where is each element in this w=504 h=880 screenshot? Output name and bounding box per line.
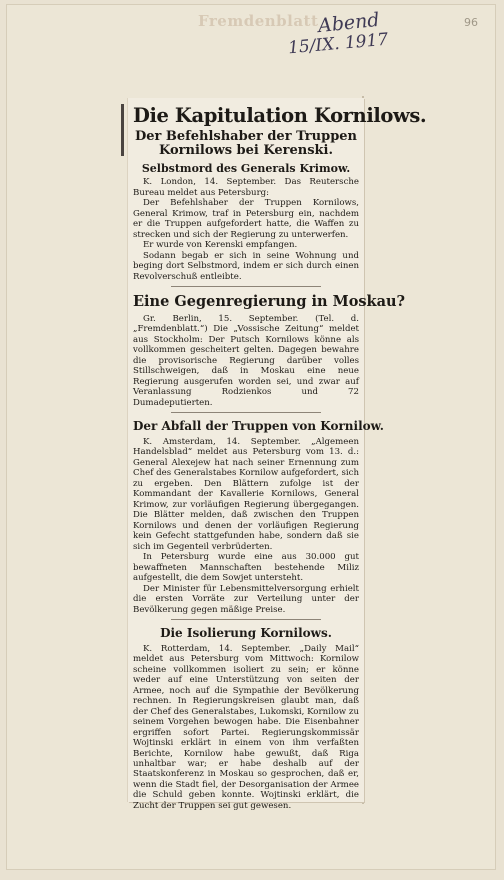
headline: Die Kapitulation Kornilows. [133,104,427,127]
section1-paragraph: Er wurde von Kerenski empfangen. [143,240,298,251]
section3-paragraph: K. Amsterdam, 14. September. „Algemeen Handelsblad“ meldet aus Petersburg vom 13. d.: General Alexejew hat nach seiner Ernennung zum Chef des Generalstabes Kornilow aufgefordert, sich zu ergeben. Den Blättern zufolge ist der Kommandant der Kavallerie Kornilows, General Krimow, zur vorläufigen Regierung übergegangen. Die Blätter melden, daß zwischen den Truppen Kornilows und denen der vorläufigen Regierung kein Gefecht stattgefunden habe, sondern daß sie sich im Gegenteil verbrüderten. [133,436,359,552]
subheadline: Der Befehlshaber der Truppen Kornilows bei Kerenski. [134,128,358,159]
margin-mark [121,104,124,156]
handwritten-date: 15/IX. 1917 [287,29,389,59]
page-number: 96 [464,16,478,29]
section-divider [171,412,321,413]
section3-paragraph: Der Minister für Lebensmittelversorgung erhielt die ersten Vorräte zur Verteilung unter der Bevölkerung gegen mäßige Preise. [133,583,359,615]
section2-paragraph: Gr. Berlin, 15. September. (Tel. d. „Fremdenblatt.“) Die „Vossische Zeitung“ meldet aus Stockholm: Der Putsch Kornilows könne als vollkommen gescheitert gelten. Dagegen bewahre die provisorische Regierung darüber volles Stillschweigen, daß in Moskau eine neue Regierung ausgerufen worden sei, und zwar auf Veranlassung Rodzienkos und 72 Dumadeputierten. [133,313,359,408]
section2-heading: Eine Gegenregierung in Moskau? [133,293,406,311]
handwritten-edition: Abend [317,8,381,38]
newspaper-clipping [128,98,427,811]
section4-paragraph: K. Rotterdam, 14. September. „Daily Mail“ meldet aus Petersburg vom Mittwoch: Kornilow scheine vollkommen isoliert zu sein; er könne weder auf eine Unterstützung von seiten der Armee, noch auf die Sympathie der Bevölkerung rechnen. In Regierungskreisen glaubt man, daß der Chef des Generalstabes, Lukomski, Kornilow zu seinem Vorgehen bewogen habe. Die Eisenbahner ergriffen sofort Partei. Regierungskommissär Wojtinski erklärt in einem von ihm verfaßten Berichte, Kornilow habe gewußt, daß Riga unhaltbar war; er habe deshalb auf der Staatskonferenz in Moskau so gesprochen, daß er, wenn die Stadt fiel, der Desorganisation der Armee die Schuld geben konnte. Wojtinski erklärt, die Zucht der Truppen sei gut gewesen. [133,643,359,811]
section-divider [171,286,321,287]
section4-heading: Die Isolierung Kornilows. [160,626,332,641]
section1-paragraph: Sodann begab er sich in seine Wohnung und beging dort Selbstmord, indem er sich durch einen Revolverschuß entleibte. [133,250,359,282]
newspaper-stamp: Fremdenblatt [198,12,319,30]
section1-dateline: K. London, 14. September. Das Reutersche Bureau meldet aus Petersburg: [133,177,359,198]
section1-paragraph: Der Befehlshaber der Truppen Kornilows, General Krimow, traf in Petersburg ein, nachdem er die Truppen aufgefordert hatte, die Waffen zu strecken und sich der Regierung zu unterwerfen. [133,198,359,240]
section3-paragraph: In Petersburg wurde eine aus 30.000 gut bewaffneten Mannschaften bestehende Miliz aufgestellt, die dem Sowjet untersteht. [133,552,359,584]
section-divider [171,619,321,620]
subheadline-secondary: Selbstmord des Generals Krimow. [141,161,351,175]
section3-heading: Der Abfall der Truppen von Kornilow. [133,419,384,434]
